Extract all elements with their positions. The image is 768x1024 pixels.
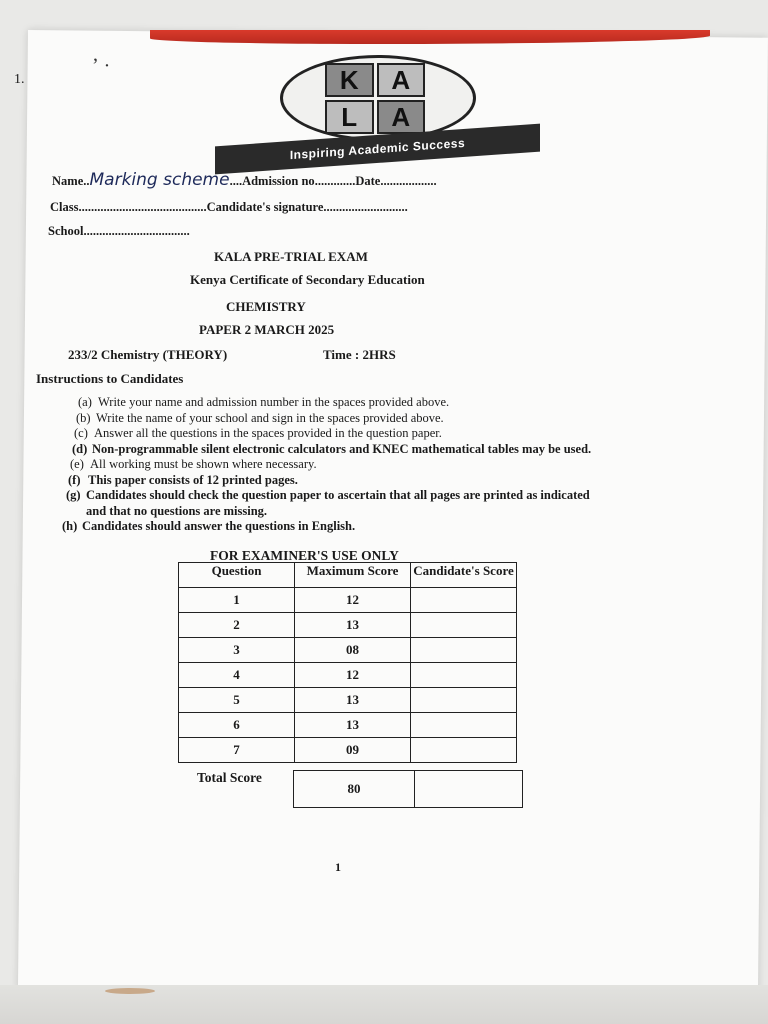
instruction-item: (d) Non-programmable silent electronic calculators and KNEC mathematical tables may be used. bbox=[72, 441, 592, 456]
name-label: Name bbox=[52, 174, 84, 188]
table-row bbox=[179, 688, 517, 713]
name-row: Name..Marking scheme....Admission no.............Date.................. bbox=[52, 170, 437, 190]
table-row bbox=[179, 713, 517, 738]
school-row: School.................................. bbox=[48, 224, 190, 238]
header-question: Question bbox=[179, 563, 295, 588]
logo-letter-k: K bbox=[325, 63, 374, 97]
kala-logo bbox=[215, 55, 540, 165]
instructions-list bbox=[60, 395, 720, 535]
paper-title: PAPER 2 MARCH 2025 bbox=[199, 322, 335, 337]
table-row bbox=[179, 638, 517, 663]
surface-smudge bbox=[105, 988, 155, 994]
exam-time: Time : 2HRS bbox=[323, 347, 396, 362]
max-score: 13 bbox=[295, 613, 411, 638]
examiner-table-title: FOR EXAMINER'S USE ONLY bbox=[210, 548, 399, 563]
question-number: 6 bbox=[179, 713, 295, 738]
instructions-title: Instructions to Candidates bbox=[36, 371, 184, 386]
instruction-item: (c) Answer all the questions in the spaces provided in the question paper. bbox=[74, 426, 442, 440]
question-number: 5 bbox=[179, 688, 295, 713]
instruction-item: (h) Candidates should answer the questions in English. bbox=[62, 519, 356, 533]
question-number: 1 bbox=[179, 588, 295, 613]
date-label: Date bbox=[355, 174, 381, 188]
header-maximum-score: Maximum Score bbox=[295, 563, 411, 588]
candidate-score-cell[interactable] bbox=[411, 588, 517, 613]
max-score: 13 bbox=[295, 713, 411, 738]
max-score: 12 bbox=[295, 663, 411, 688]
instruction-item: (b) Write the name of your school and sign in the spaces provided above. bbox=[76, 410, 444, 425]
table-row bbox=[179, 588, 517, 613]
instruction-item: (g) Candidates should check the question paper to ascertain that all pages are printed as indicated bbox=[66, 488, 590, 502]
total-score-table bbox=[293, 770, 523, 808]
max-score: 08 bbox=[295, 638, 411, 663]
instruction-item: and that no questions are missing. bbox=[86, 503, 268, 518]
question-number: 7 bbox=[179, 738, 295, 763]
signature-label: Candidate's signature bbox=[206, 200, 324, 214]
total-score-label: Total Score bbox=[197, 770, 262, 785]
question-number: 4 bbox=[179, 663, 295, 688]
name-handwritten-value[interactable]: Marking scheme bbox=[89, 170, 230, 190]
total-max-score: 80 bbox=[294, 771, 415, 808]
instruction-item: (f) This paper consists of 12 printed pages. bbox=[68, 472, 298, 487]
certificate-title: Kenya Certificate of Secondary Education bbox=[190, 272, 425, 287]
instruction-item: (a) Write your name and admission number in the spaces provided above. bbox=[78, 395, 450, 409]
instruction-item: (e) All working must be shown where necessary. bbox=[70, 457, 317, 471]
logo-letter-a1: A bbox=[377, 63, 426, 97]
school-label: School bbox=[48, 224, 84, 238]
max-score: 13 bbox=[295, 688, 411, 713]
paper-code: 233/2 Chemistry (THEORY) bbox=[68, 347, 228, 362]
class-label: Class bbox=[50, 200, 79, 214]
punch-marks: ʼ · bbox=[92, 55, 111, 77]
candidate-score-cell[interactable] bbox=[411, 663, 517, 688]
exam-title: KALA PRE-TRIAL EXAM bbox=[214, 249, 368, 264]
question-number: 3 bbox=[179, 638, 295, 663]
table-row bbox=[179, 663, 517, 688]
table-row bbox=[179, 738, 517, 763]
class-row: Class.........................................Candidate's signature........................... bbox=[50, 200, 408, 214]
candidate-score-cell[interactable] bbox=[411, 638, 517, 663]
candidate-score-cell[interactable] bbox=[411, 613, 517, 638]
subject-title: CHEMISTRY bbox=[226, 299, 306, 314]
logo-tagline: Inspiring Academic Success bbox=[215, 124, 540, 175]
header-candidate-score: Candidate's Score bbox=[411, 563, 517, 588]
candidate-score-cell[interactable] bbox=[411, 688, 517, 713]
examiner-score-table bbox=[178, 562, 517, 763]
candidate-score-cell[interactable] bbox=[411, 713, 517, 738]
admission-label: Admission no bbox=[242, 174, 315, 188]
question-number: 2 bbox=[179, 613, 295, 638]
page-number: 1 bbox=[335, 860, 341, 874]
candidate-score-cell[interactable] bbox=[411, 738, 517, 763]
max-score: 09 bbox=[295, 738, 411, 763]
table-row bbox=[179, 613, 517, 638]
corner-mark: 1. bbox=[14, 72, 25, 87]
logo-letter-l: L bbox=[325, 100, 374, 134]
logo-letter-a2: A bbox=[377, 100, 426, 134]
logo-letter-grid bbox=[325, 63, 425, 132]
table-header-row bbox=[179, 563, 517, 588]
max-score: 12 bbox=[295, 588, 411, 613]
total-candidate-score-cell[interactable] bbox=[415, 771, 523, 808]
